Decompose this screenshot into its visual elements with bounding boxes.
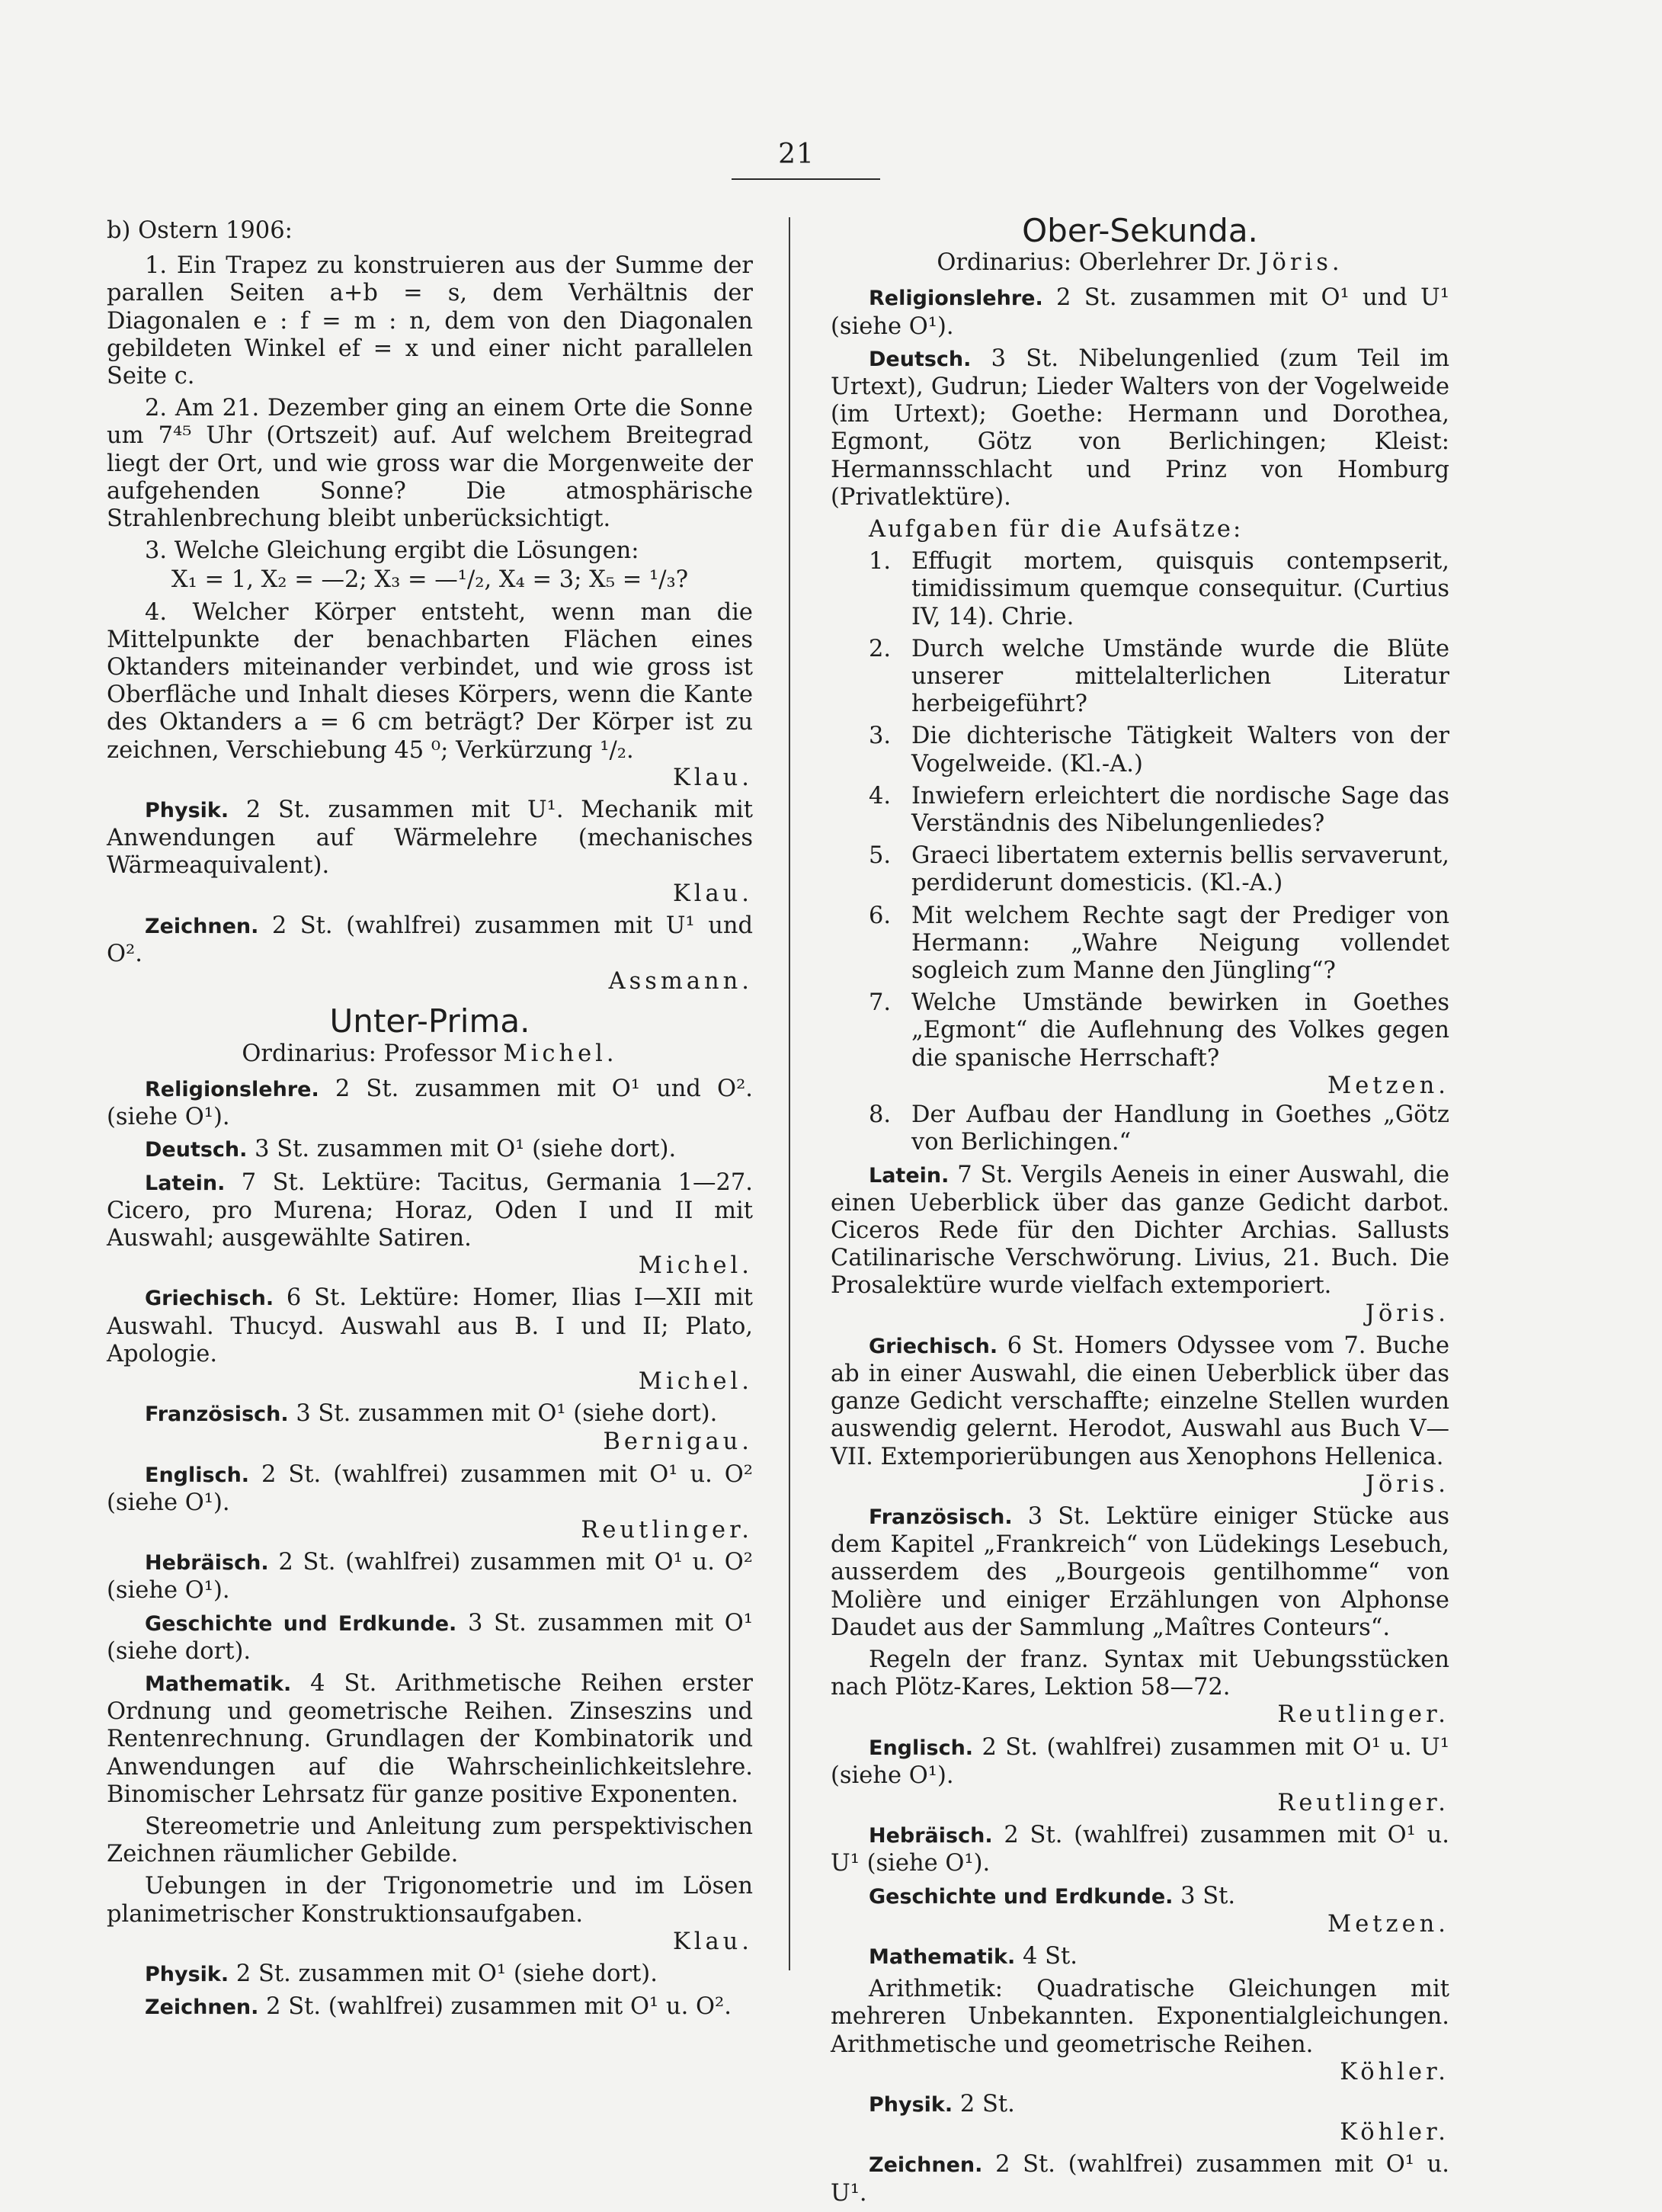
teacher-name: Assmann.: [608, 968, 753, 995]
griechisch-teacher: [831, 1471, 1449, 1499]
subject-text: 2 St. (wahlfrei) zusammen mit O¹ u. O² (siehe O¹).: [107, 1549, 753, 1605]
aufgabe-text: Inwiefern erleichtert die nordische Sage das Verständnis des Nibelungenliedes?: [911, 782, 1449, 838]
subject-text: 2 St. (wahlfrei) zusammen mit O¹ u. U¹.: [831, 2151, 1450, 2207]
teacher-name: Reutlinger.: [1277, 1701, 1449, 1729]
subject-label: Mathematik.: [145, 1672, 292, 1696]
teacher-name: Klau.: [672, 1928, 753, 1955]
physik-teacher: [107, 880, 753, 908]
math-entry: [107, 1670, 753, 1809]
subject-text: 2 St. (wahlfrei) zusammen mit O¹ u. U¹ (siehe O¹).: [831, 1822, 1449, 1877]
subject-text: 4 St.: [1022, 1942, 1078, 1970]
subject-label: Zeichnen.: [145, 914, 259, 938]
zeichnen-entry: [107, 912, 753, 968]
aufgabe-8: [869, 1101, 1449, 1156]
subject-label: Religionslehre.: [145, 1077, 319, 1101]
ordinarius-name: Michel.: [503, 1040, 618, 1067]
physik-entry: [831, 2091, 1449, 2119]
physik2-entry: [107, 1960, 753, 1989]
math-task-1: 1. Ein Trapez zu konstruieren aus der Summe der parallen Seiten a+b = s, dem Verhältnis der Diagonalen e : f = m : n, dem von den Diagonalen gebildeten Winkel ef = x und einer nicht parallelen Seite c.: [107, 252, 753, 390]
teacher-name: Klau.: [672, 764, 753, 791]
aufgabe-text: Effugit mortem, quisquis contempserit, timidissimum quemque consequitur. (Curtius IV, 14). Chrie.: [911, 548, 1449, 630]
subject-text: 3 St. zusammen mit O¹ (siehe dort).: [107, 1609, 753, 1665]
subject-text: 2 St. zusammen mit O¹ und O². (siehe O¹).: [107, 1075, 753, 1131]
aufgabe-text: Graeci libertatem externis bellis servaverunt, perdiderunt domesticis. (Kl.-A.): [911, 842, 1449, 897]
aufgabe-number: 1.: [869, 548, 892, 575]
right-column: [831, 212, 1450, 2212]
aufgabe-number: 4.: [869, 782, 892, 809]
teacher-name: Köhler.: [1340, 2058, 1449, 2085]
subject-text: 3 St.: [1180, 1882, 1236, 1909]
aufgabe-text: Mit welchem Rechte sagt der Prediger von Hermann: „Wahre Neigung vollendet sogleich zum Manne den Jüngling“?: [911, 902, 1449, 985]
ostern-heading: b) Ostern 1906:: [107, 217, 293, 244]
subject-label: Griechisch.: [869, 1334, 998, 1358]
franz-teacher: [831, 1701, 1449, 1729]
subject-label: Griechisch.: [145, 1287, 274, 1311]
subject-label: Geschichte und Erdkunde.: [145, 1611, 457, 1636]
subject-text: 7 St. Lektüre: Tacitus, Germania 1—27. Cicero, pro Murena; Horaz, Oden I und II mit Auswahl; ausgewählte Satiren.: [107, 1169, 753, 1252]
teacher-name: Köhler.: [1340, 2119, 1449, 2146]
subject-label: Deutsch.: [145, 1138, 248, 1162]
teacher-name: Reutlinger.: [581, 1516, 753, 1544]
zeichnen-entry: [831, 2151, 1449, 2207]
subject-label: Französisch.: [869, 1505, 1013, 1529]
subject-text: 2 St. zusammen mit O¹ und U¹ (siehe O¹).: [831, 284, 1449, 340]
aufgabe-number: 2.: [869, 635, 892, 662]
physik-entry: [107, 797, 753, 880]
subject-label: Zeichnen.: [869, 2153, 983, 2178]
aufgabe-number: 5.: [869, 842, 892, 870]
aufgabe-6: [869, 902, 1449, 986]
englisch-entry: [107, 1461, 753, 1517]
franz-teacher: [107, 1428, 753, 1456]
math-task-2: 2. Am 21. Dezember ging an einem Orte die Sonne um 7⁴⁵ Uhr (Ortszeit) auf. Auf welchem Breitegrad liegt der Ort, und wie gross war die Morgenweite der aufgehenden Sonne? Die atmosphärische Strahlenbrechung bleibt unberücksichtigt.: [107, 395, 753, 533]
aufgabe-text: Durch welche Umstände wurde die Blüte unserer mittelalterlichen Literatur herbeigeführt?: [911, 635, 1449, 718]
column-divider: [789, 217, 790, 1970]
aufgabe-number: 3.: [869, 723, 892, 750]
gesch-entry: [831, 1883, 1449, 1911]
subject-text: 2 St. zusammen mit U¹. Mechanik mit Anwendungen auf Wärmelehre (mechanisches Wärmeaquivalent).: [107, 797, 753, 880]
math-entry: [831, 1943, 1449, 1971]
subject-label: Hebräisch.: [869, 1824, 993, 1848]
latein-teacher: [831, 1300, 1449, 1328]
teacher-name: Bernigau.: [603, 1428, 753, 1456]
tasks-teacher: [107, 765, 753, 792]
math-task-3: 3. Welche Gleichung ergibt die Lösungen:: [145, 537, 639, 565]
arith-text: Arithmetik: Quadratische Gleichungen mit mehreren Unbekannten. Exponentialgleichungen. Arithmetische und geometrische Reihen.: [831, 1976, 1449, 2058]
religion-entry: [831, 284, 1449, 340]
englisch-entry: [831, 1734, 1449, 1790]
unter-prima-heading: Unter-Prima.: [329, 1002, 530, 1040]
header-rule: [732, 178, 880, 180]
deutsch-entry: [107, 1136, 753, 1164]
left-column: [107, 217, 753, 2026]
franz-entry: [107, 1400, 753, 1428]
subject-label: Zeichnen.: [145, 1996, 259, 2020]
aufgabe-4: [869, 783, 1449, 838]
subject-text: 4 St. Arithmetische Reihen erster Ordnung und geometrische Reihen. Zinseszins und Rentenrechnung. Grundlagen der Kombinatorik und Anwendungen auf die Wahrscheinlichkeitslehre. Binomischer Lehrsatz für ganze positive Exponenten.: [107, 1669, 753, 1808]
franz-entry: [831, 1503, 1449, 1642]
deutsch-entry: [831, 345, 1449, 511]
subject-text: 2 St.: [959, 2091, 1015, 2117]
subject-text: 2 St. (wahlfrei) zusammen mit O¹ u. U¹ (siehe O¹).: [831, 1733, 1449, 1789]
subject-text: 6 St. Lektüre: Homer, Ilias I—XII mit Auswahl. Thucyd. Auswahl aus B. I und II; Plato, Apologie.: [107, 1284, 753, 1367]
latein-entry: [107, 1169, 753, 1253]
ordinarius-name: Jöris.: [1259, 249, 1343, 277]
griechisch-entry: [107, 1284, 753, 1368]
subject-label: Englisch.: [869, 1736, 974, 1760]
stereo-text: Stereometrie und Anleitung zum perspektivischen Zeichnen räumlicher Gebilde.: [107, 1813, 753, 1868]
teacher-name: Jöris.: [1365, 1470, 1449, 1498]
hebr-entry: [107, 1549, 753, 1605]
aufgabe-7-teacher: [869, 1072, 1449, 1100]
subject-label: Physik.: [869, 2093, 953, 2117]
englisch-teacher: [107, 1517, 753, 1544]
zeichnen-teacher: [107, 968, 753, 995]
subject-text: 6 St. Homers Odyssee vom 7. Buche ab in einer Auswahl, die einen Ueberblick über das ganze Gedicht verschaffte; einzelne Stellen wurden auswendig gelernt. Herodot, Auswahl aus Buch V—VII. Extemporierübungen aus Xenophons Hellenica.: [831, 1332, 1449, 1470]
aufgabe-text: Welche Umstände bewirken in Goethes „Egmont“ die Auflehnung des Volkes gegen die spanische Herrschaft?: [911, 989, 1449, 1072]
subject-label: Religionslehre.: [869, 287, 1043, 311]
subject-text: 2 St. (wahlfrei) zusammen mit O¹ u. O².: [266, 1993, 732, 2021]
subject-label: Hebräisch.: [145, 1551, 269, 1576]
aufgaben-list: [831, 548, 1449, 1156]
aufgabe-number: 6.: [869, 902, 892, 929]
gesch-teacher: [831, 1911, 1449, 1938]
subject-label: Englisch.: [145, 1463, 250, 1487]
aufgabe-7: [869, 989, 1449, 1072]
aufgabe-3: [869, 723, 1449, 777]
latein-entry: [831, 1162, 1449, 1300]
religion-entry: [107, 1076, 753, 1131]
subject-text: 2 St. zusammen mit O¹ (siehe dort).: [235, 1960, 658, 1987]
aufgabe-2: [869, 636, 1449, 719]
teacher-name: Jöris.: [1365, 1300, 1449, 1327]
aufgabe-5: [869, 842, 1449, 897]
subject-label: Physik.: [145, 1962, 229, 1986]
teacher-name: Michel.: [638, 1252, 753, 1280]
trig-text: Uebungen in der Trigonometrie und im Lösen planimetrischer Konstruktionsaufgaben.: [107, 1873, 753, 1928]
teacher-name: Michel.: [638, 1367, 753, 1395]
subject-text: 2 St. (wahlfrei) zusammen mit O¹ u. O² (siehe O¹).: [107, 1460, 753, 1516]
subject-label: Latein.: [869, 1163, 949, 1188]
ordinarius-label: Ordinarius: Oberlehrer Dr.: [937, 249, 1252, 277]
aufgabe-number: 7.: [869, 989, 892, 1017]
englisch-teacher: [831, 1790, 1449, 1817]
ordinarius-label: Ordinarius: Professor: [242, 1040, 496, 1067]
unter-prima-ordinarius: [107, 1040, 753, 1068]
math-teacher: [107, 1928, 753, 1956]
math-task-3-solutions: X₁ = 1, X₂ = —2; X₃ = —¹/₂, X₄ = 3; X₅ = ¹/₃?: [171, 566, 689, 594]
aufgabe-text: Die dichterische Tätigkeit Walters von der Vogelweide. (Kl.-A.): [911, 723, 1449, 777]
teacher-name: Klau.: [672, 880, 753, 907]
subject-text: 3 St. zusammen mit O¹ (siehe dort).: [296, 1400, 718, 1428]
aufgaben-heading: Aufgaben für die Aufsätze:: [869, 516, 1244, 543]
physik-teacher: [831, 2119, 1449, 2146]
hebr-entry: [831, 1822, 1449, 1877]
griechisch-entry: [831, 1332, 1449, 1471]
subject-text: 3 St. Nibelungenlied (zum Teil im Urtext), Gudrun; Lieder Walters von der Vogelweide (im Urtext); Goethe: Hermann und Dorothea, Egmont, Götz von Berlichingen; Kleist: Hermannsschlacht und Prinz von Homburg (Privatlektüre).: [831, 345, 1449, 511]
subject-label: Deutsch.: [869, 347, 972, 371]
math-task-4: 4. Welcher Körper entsteht, wenn man die Mittelpunkte der benachbarten Flächen eines Oktanders miteinander verbindet, und wie gross ist Oberfläche und Inhalt dieses Körpers, wenn die Kante des Oktanders a = 6 cm beträgt? Der Körper ist zu zeichnen, Verschiebung 45 ⁰; Verkürzung ¹/₂.: [107, 598, 753, 764]
subject-label: Latein.: [145, 1171, 226, 1195]
subject-text: 2 St. (wahlfrei) zusammen mit U¹ und O².: [107, 912, 753, 968]
gesch-entry: [107, 1610, 753, 1665]
arith-teacher: [831, 2059, 1449, 2086]
aufgabe-number: 8.: [869, 1101, 892, 1129]
subject-label: Geschichte und Erdkunde.: [869, 1884, 1174, 1909]
aufgabe-1: [869, 548, 1449, 631]
teacher-name: Metzen.: [1327, 1072, 1449, 1099]
teacher-name: Metzen.: [1327, 1910, 1449, 1938]
page-number: 21: [778, 139, 815, 170]
subject-label: Physik.: [145, 799, 229, 823]
subject-text: 3 St. Lektüre einiger Stücke aus dem Kapitel „Frankreich“ von Lüdekings Lesebuch, ausserdem des „Bourgeois gentilhomme“ von Molière und einiger Erzählungen von Alphonse Daudet aus der Sammlung „Maîtres Conteurs“.: [831, 1502, 1449, 1641]
subject-text: 7 St. Vergils Aeneis in einer Auswahl, die einen Ueberblick über das ganze Gedicht darbot. Ciceros Rede für den Dichter Archias. Sallusts Catilinarische Verschwörung. Livius, 21. Buch. Die Prosalektüre wurde vielfach extemporiert.: [831, 1161, 1449, 1300]
ober-sekunda-heading: Ober-Sekunda.: [1022, 212, 1258, 249]
subject-label: Mathematik.: [869, 1944, 1016, 1969]
zeichnen2-entry: [107, 1993, 753, 2021]
teacher-name: Reutlinger.: [1277, 1789, 1449, 1816]
subject-text: 3 St. zusammen mit O¹ (siehe dort).: [255, 1136, 677, 1163]
griechisch-teacher: [107, 1368, 753, 1396]
latein-teacher: [107, 1252, 753, 1280]
ober-sekunda-ordinarius: [831, 249, 1449, 277]
franz-syntax: Regeln der franz. Syntax mit Uebungsstücken nach Plötz-Kares, Lektion 58—72.: [831, 1646, 1449, 1701]
subject-label: Französisch.: [145, 1403, 289, 1427]
aufgabe-text: Der Aufbau der Handlung in Goethes „Götz von Berlichingen.“: [911, 1101, 1449, 1156]
